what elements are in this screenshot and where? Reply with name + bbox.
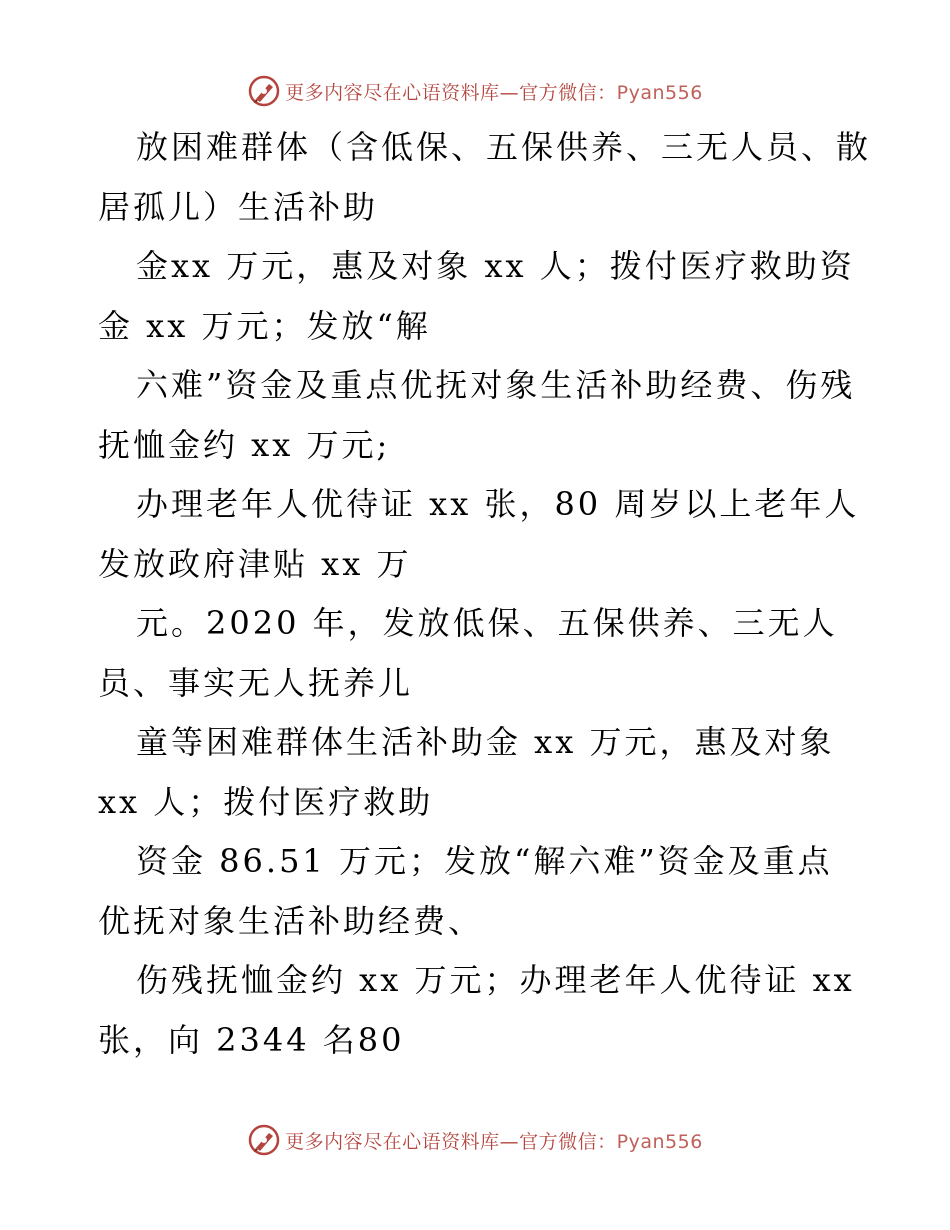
watermark-brand: 更多内容尽在心语资料库—官方微信： <box>285 81 617 104</box>
text-line: 发放政府津贴 xx 万 <box>98 544 412 583</box>
text-line: 元。2020 年，发放低保、五保供养、三无人 <box>136 604 838 642</box>
watermark-brand: 更多内容尽在心语资料库—官方微信： <box>285 1130 617 1153</box>
header-watermark <box>0 71 950 111</box>
text-line: 办理老年人优待证 xx 张，80 周岁以上老年人 <box>136 485 860 523</box>
watermark-wechat-id: Pyan556 <box>616 1130 703 1153</box>
text-line: 优抚对象生活补助经费、 <box>98 901 484 940</box>
footer-watermark <box>0 1120 950 1160</box>
text-line: 抚恤金约 xx 万元; <box>98 425 391 464</box>
pen-logo-icon <box>247 74 281 108</box>
text-line: 伤残抚恤金约 xx 万元；办理老年人优待证 xx <box>136 961 855 999</box>
watermark-text <box>285 1127 703 1154</box>
text-line: 资金 86.51 万元；发放“解六难”资金及重点 <box>136 842 833 880</box>
pen-logo-icon <box>247 1123 281 1157</box>
text-line: 张，向 2344 名80 <box>98 1020 405 1059</box>
text-line: 童等困难群体生活补助金 xx 万元，惠及对象 <box>136 723 835 761</box>
text-line: xx 人；拨付医疗救助 <box>98 782 434 821</box>
document-body <box>98 118 872 1070</box>
watermark-wechat-id: Pyan556 <box>616 81 703 104</box>
text-line: 金xx 万元，惠及对象 xx 人；拨付医疗救助资 <box>136 247 855 285</box>
text-line: 居孤儿）生活补助 <box>98 187 379 226</box>
text-line: 金 xx 万元；发放“解 <box>98 306 431 345</box>
watermark-text <box>285 78 703 105</box>
text-line: 员、事实无人抚养儿 <box>98 663 414 702</box>
text-line: 六难”资金及重点优抚对象生活补助经费、伤残 <box>136 366 856 404</box>
text-line: 放困难群体（含低保、五保供养、三无人员、散 <box>136 128 872 166</box>
